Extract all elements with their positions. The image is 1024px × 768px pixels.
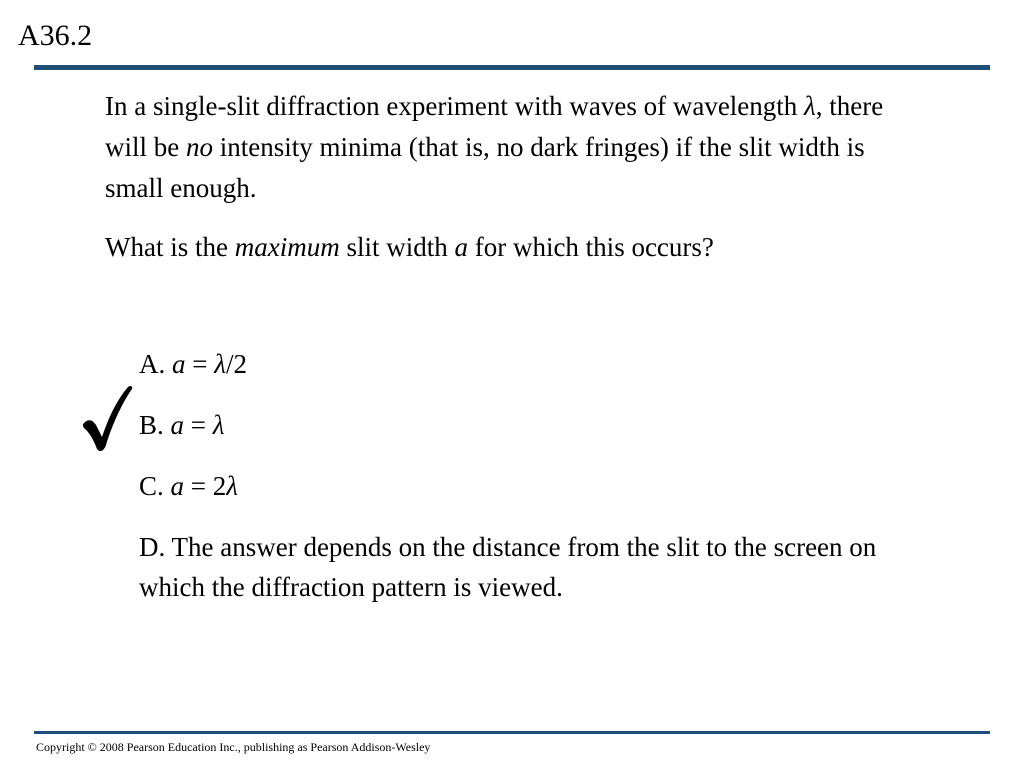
variable-a: a <box>170 410 185 440</box>
answer-choices <box>139 344 919 627</box>
equals-sign: = <box>184 410 213 440</box>
question-text-part: intensity minima (that is, no dark fringes) if the slit width is small enough. <box>105 132 865 203</box>
equals-sign: = <box>185 349 215 379</box>
lambda-symbol: λ <box>214 349 226 379</box>
lambda-symbol: λ <box>226 471 238 501</box>
equals-sign: = <box>184 471 213 501</box>
lambda-symbol: λ <box>212 410 225 440</box>
copyright-notice: Copyright © 2008 Pearson Education Inc., publishing as Pearson Addison-Wesley <box>36 740 431 754</box>
slide-title: A36.2 <box>18 19 93 52</box>
question-text-part: , there will be <box>105 91 884 162</box>
choice-label: C. <box>139 471 171 501</box>
choice-d[interactable]: D. The answer depends on the distance from the slit to the screen on which the diffraction pattern is viewed. <box>139 532 877 602</box>
question-paragraph-2 <box>105 227 905 268</box>
variable-a: a <box>170 471 185 501</box>
choice-label: A. <box>139 349 172 379</box>
variable-a: a <box>454 232 468 262</box>
question-text <box>105 86 905 268</box>
checkmark-icon <box>82 383 134 455</box>
choice-value: 2 <box>212 471 227 501</box>
variable-a: a <box>172 349 186 379</box>
question-text-part: What is the <box>105 232 235 262</box>
choice-c[interactable] <box>139 466 919 507</box>
question-text-part: slit width <box>339 232 455 262</box>
emphasis-no: no <box>186 132 213 162</box>
choice-b[interactable] <box>139 405 919 446</box>
emphasis-maximum: maximum <box>234 232 340 262</box>
choice-value: /2 <box>225 349 247 379</box>
choice-a[interactable] <box>139 344 919 385</box>
question-paragraph-1 <box>105 86 905 209</box>
question-text-part: In a single-slit diffraction experiment with waves of wavelength <box>105 91 805 121</box>
bottom-divider <box>34 731 990 734</box>
choice-label: B. <box>139 410 171 440</box>
lambda-symbol: λ <box>804 91 816 121</box>
top-divider <box>34 65 990 70</box>
question-text-part: for which this occurs? <box>467 232 714 262</box>
